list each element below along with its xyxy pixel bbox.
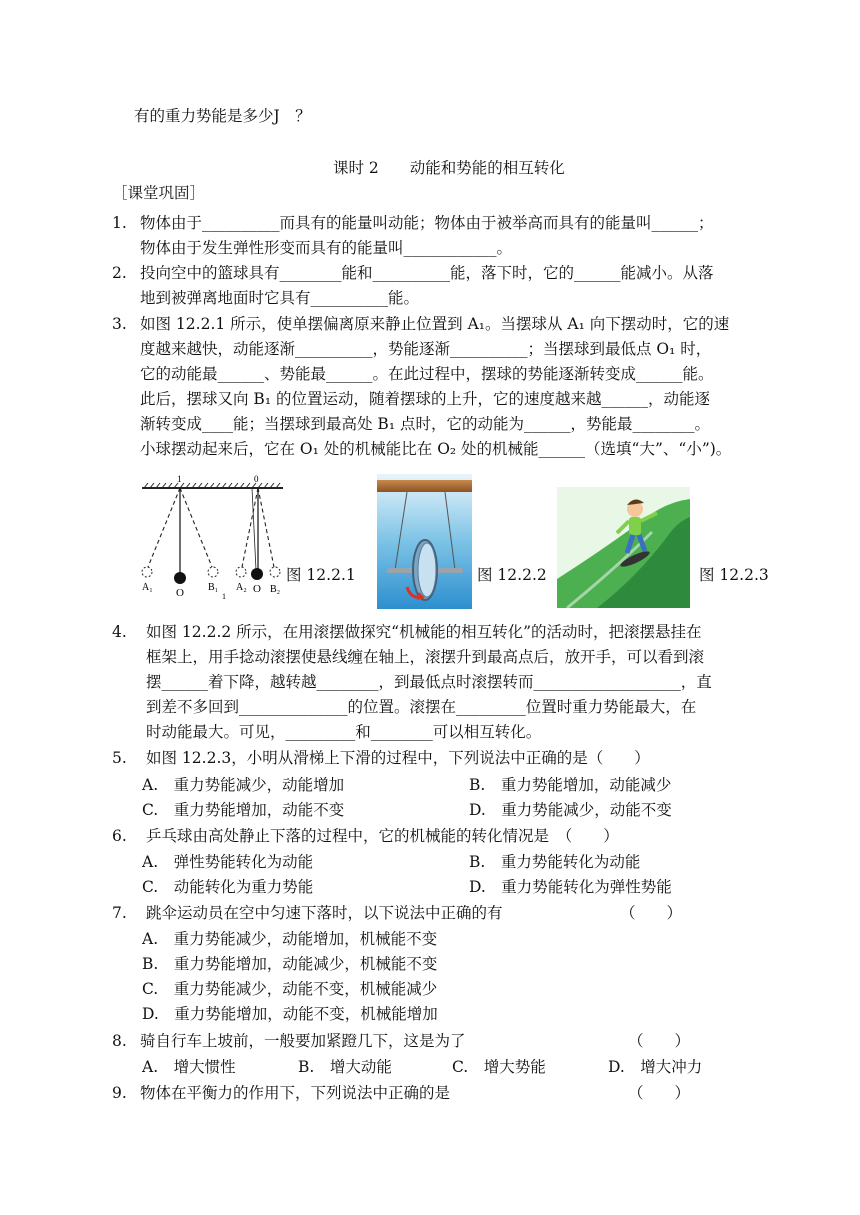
answer-paren: （ ）: [628, 1084, 691, 1102]
section-heading: ［课堂巩固］: [112, 184, 206, 202]
figure-caption: 图 12.2.2: [477, 566, 547, 584]
question-line: 度越来越快，动能逐渐__________，势能逐渐__________；当摆球到最低点 O₁ 时，: [140, 340, 712, 358]
pendulum-label: 1: [222, 592, 226, 601]
pendulum-label: A₁: [142, 582, 153, 593]
option-b: B. 增大动能: [298, 1058, 392, 1076]
question-number: 6.: [112, 827, 127, 845]
question-line: 物体由于__________而具有的能量叫动能；物体由于被举高而具有的能量叫______；: [140, 214, 714, 232]
question-number: 7.: [112, 904, 127, 922]
question-line: 如图 12.2.1 所示，使单摆偏离原来静止位置到 A₁。当摆球从 A₁ 向下摆动时，它的速: [140, 315, 730, 333]
option-b: B. 重力势能转化为动能: [469, 853, 641, 871]
answer-paren: （ ）: [628, 1032, 691, 1050]
question-line: 渐转变成____能；当摆球到最高处 B₁ 点时，它的动能为______，势能最________。: [140, 415, 710, 433]
question-number: 9.: [112, 1084, 127, 1102]
question-number: 5.: [112, 749, 127, 767]
figure-caption: 图 12.2.1: [286, 566, 356, 584]
question-line: 此后，摆球又向 B₁ 的位置运动，随着摆球的上升，它的速度越来越______，动能逐: [140, 390, 710, 408]
question-stem: 乒乓球由高处静止下落的过程中，它的机械能的转化情况是 （ ）: [146, 827, 619, 845]
question-line: 摆______着下降，越转越________，到最低点时滚摆转而___________________，直: [146, 673, 712, 691]
pendulum-label: B₂: [270, 584, 281, 595]
lesson-title: 课时 2 动能和势能的相互转化: [333, 159, 565, 177]
question-line: 框架上，用手捻动滚摆使悬线缠在轴上，滚摆升到最高点后，放开手，可以看到滚: [146, 648, 705, 666]
answer-paren: （ ）: [620, 904, 683, 922]
question-number: 2.: [112, 264, 127, 282]
option-a: A. 重力势能减少，动能增加: [142, 776, 345, 794]
question-stem: 骑自行车上坡前，一般要加紧蹬几下，这是为了: [140, 1032, 466, 1050]
question-line: 如图 12.2.2 所示，在用滚摆做探究“机械能的相互转化”的活动时，把滚摆悬挂在: [146, 623, 702, 641]
option-c: C. 增大势能: [452, 1058, 546, 1076]
option-a: A. 重力势能减少，动能增加，机械能不变: [142, 930, 438, 948]
option-b: B. 重力势能增加，动能减少，机械能不变: [142, 955, 438, 973]
pendulum-label: A₂: [236, 582, 247, 593]
option-a: A. 增大惯性: [142, 1058, 236, 1076]
question-line: 投向空中的篮球具有________能和__________能，落下时，它的______能减小。从落: [140, 264, 714, 282]
pendulum-label: O: [176, 587, 184, 599]
question-line: 到差不多回到______________的位置。滚摆在_________位置时重力势能最大，在: [146, 698, 697, 716]
option-b: B. 重力势能增加，动能减少: [469, 776, 672, 794]
question-number: 1.: [112, 214, 127, 232]
pendulum-label: B₁: [208, 582, 219, 593]
maxwell-wheel-photo: [377, 474, 472, 609]
pendulum-label: O: [253, 583, 261, 595]
pendulum-label: 1: [177, 474, 182, 484]
question-number: 8.: [112, 1032, 127, 1050]
option-d: D. 重力势能转化为弹性势能: [469, 878, 672, 896]
skateboard-slope-picture: [557, 487, 690, 608]
question-line: 时动能最大。可见，_________和________可以相互转化。: [146, 723, 542, 741]
option-d: D. 重力势能减少，动能不变: [469, 801, 672, 819]
option-c: C. 重力势能减少，动能不变，机械能减少: [142, 980, 438, 998]
option-c: C. 重力势能增加，动能不变: [142, 801, 345, 819]
option-c: C. 动能转化为重力势能: [142, 878, 314, 896]
figure-caption: 图 12.2.3: [699, 566, 769, 584]
question-stem: 如图 12.2.3，小明从滑梯上下滑的过程中，下列说法中正确的是（ ）: [146, 749, 650, 767]
question-line: 它的动能最______、势能最______。在此过程中，摆球的势能逐渐转变成______能。: [140, 365, 714, 383]
option-d: D. 重力势能增加，动能不变，机械能增加: [142, 1005, 438, 1023]
carryover-line: 有的重力势能是多少J ？: [134, 107, 311, 125]
pendulum-label: 0: [254, 474, 259, 484]
pendulum-diagram: [140, 474, 285, 602]
question-line: 物体由于发生弹性形变而具有的能量叫____________。: [140, 239, 513, 257]
option-d: D. 增大冲力: [608, 1058, 703, 1076]
option-a: A. 弹性势能转化为动能: [142, 853, 314, 871]
question-number: 4.: [112, 623, 127, 641]
question-line: 地到被弹离地面时它具有__________能。: [140, 289, 420, 307]
question-stem: 物体在平衡力的作用下，下列说法中正确的是: [140, 1084, 451, 1102]
question-stem: 跳伞运动员在空中匀速下落时，以下说法中正确的有: [146, 904, 503, 922]
question-line: 小球摆动起来后，它在 O₁ 处的机械能比在 O₂ 处的机械能______（选填“大”、“小”)。: [140, 440, 732, 458]
question-number: 3.: [112, 315, 127, 333]
